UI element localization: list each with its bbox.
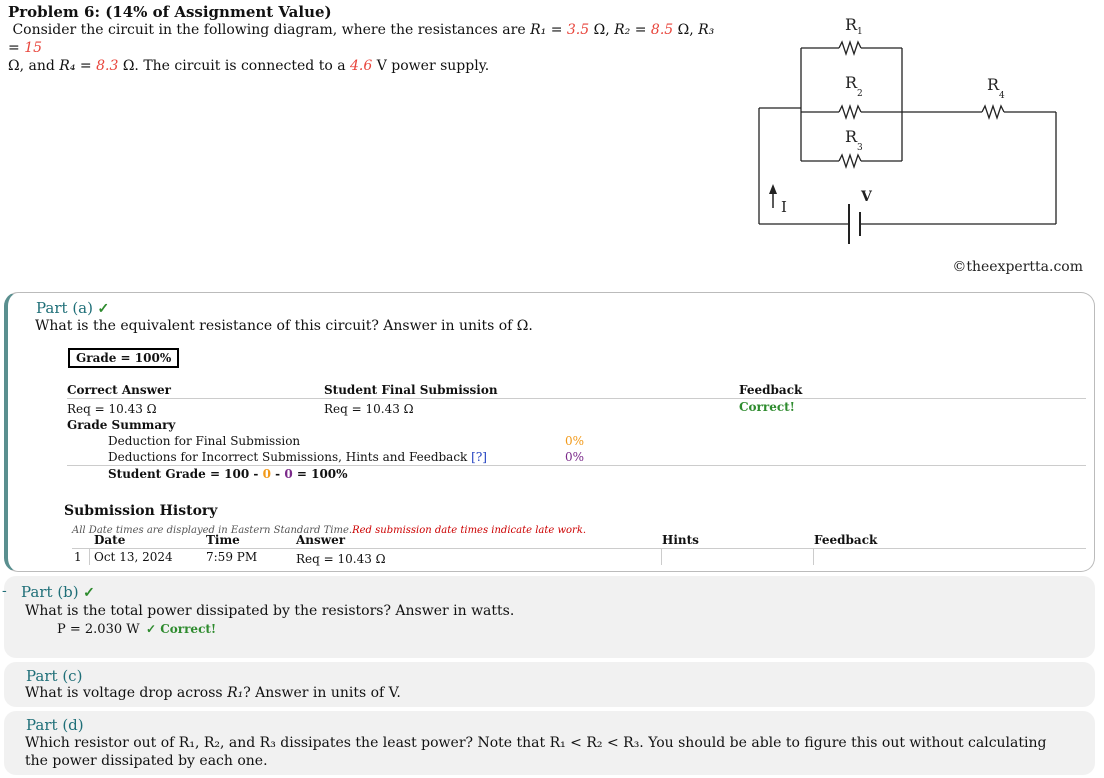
- label-r3: R: [845, 127, 858, 146]
- check-icon: ✓: [97, 301, 110, 317]
- part-c-question: What is voltage drop across R₁? Answer in units of V.: [25, 685, 401, 701]
- deduction-final-label: Deduction for Final Submission: [108, 434, 301, 448]
- part-b-answer: P = 2.030 W: [57, 622, 140, 637]
- label-r1: R: [845, 15, 858, 34]
- part-b-question: What is the total power dissipated by the resistors? Answer in watts.: [25, 603, 515, 619]
- part-d-title[interactable]: Part (d): [26, 716, 84, 734]
- label-i: I: [781, 198, 787, 216]
- deduction-final-value: 0%: [565, 434, 585, 448]
- part-a-header[interactable]: [36, 299, 109, 317]
- label-r2: R: [845, 73, 858, 92]
- part-b-panel: [4, 576, 1095, 658]
- circuit-diagram: [745, 8, 1065, 253]
- resistor-r3-icon: [839, 155, 861, 167]
- part-c-panel: [4, 662, 1095, 707]
- svg-text:4: 4: [999, 91, 1005, 101]
- part-d-question: Which resistor out of R₁, R₂, and R₃ dissipates the least power? Note that R₁ < R₂ < R₃. You should be able to figure this out without calculating the power dissipated by each one.: [25, 735, 1047, 769]
- feedback-correct: Correct!: [739, 400, 795, 414]
- history-row-date: Oct 13, 2024: [94, 550, 173, 564]
- svg-text:1: 1: [857, 27, 863, 37]
- grade-summary-label: Grade Summary: [67, 418, 176, 432]
- part-a-panel: [4, 292, 1095, 572]
- deduction-incorrect-row: Deductions for Incorrect Submissions, Hints and Feedback [?]: [108, 450, 487, 464]
- check-icon: ✓: [83, 585, 95, 601]
- problem-text: Consider the circuit in the following diagram, where the resistances are R₁ = 3.5 Ω, R₂ = 8.5 Ω, R₃ = 15 Ω, and R₄ = 8.3 Ω. The circuit is connected to a 4.6 V power supply.: [8, 22, 715, 74]
- grade-badge: Grade = 100%: [68, 348, 179, 368]
- label-v: V: [861, 189, 872, 205]
- problem-title: Problem 6: (14% of Assignment Value): [8, 3, 332, 21]
- history-row-answer: Req = 10.43 Ω: [296, 552, 386, 566]
- correct-answer-value: Req = 10.43 Ω: [67, 402, 157, 416]
- part-a-title: Part (a): [36, 299, 93, 317]
- history-header-feedback: Feedback: [814, 533, 878, 547]
- student-grade: Student Grade = 100 - 0 - 0 = 100%: [108, 467, 348, 481]
- history-note: All Date times are displayed in Eastern Standard Time.Red submission date times indicate late work.: [72, 525, 587, 536]
- part-b-title: Part (b): [21, 583, 79, 601]
- part-b-feedback: ✓ Correct!: [146, 622, 217, 636]
- history-header-answer: Answer: [296, 533, 346, 547]
- history-header-date: Date: [94, 533, 126, 547]
- deduction-incorrect-value: 0%: [565, 450, 585, 464]
- part-b-header[interactable]: [21, 583, 95, 601]
- resistor-r1-icon: [839, 42, 861, 54]
- resistor-r2-icon: [839, 106, 861, 118]
- part-d-panel: [4, 711, 1095, 775]
- submission-history-title: Submission History: [64, 503, 218, 519]
- help-link[interactable]: [?]: [471, 450, 487, 464]
- col-feedback: Feedback: [739, 383, 803, 397]
- svg-text:2: 2: [857, 89, 863, 99]
- part-a-question: What is the equivalent resistance of this circuit? Answer in units of Ω.: [35, 318, 533, 334]
- col-student-submission: Student Final Submission: [324, 383, 498, 397]
- part-c-title[interactable]: Part (c): [26, 667, 83, 685]
- col-correct-answer: Correct Answer: [67, 383, 171, 397]
- label-r4: R: [987, 75, 1000, 94]
- student-answer-value: Req = 10.43 Ω: [324, 402, 414, 416]
- svg-text:3: 3: [857, 143, 863, 153]
- collapse-toggle[interactable]: -: [2, 583, 7, 599]
- history-row-num: 1: [74, 550, 82, 564]
- resistor-r4-icon: [982, 106, 1004, 118]
- history-row-time: 7:59 PM: [206, 550, 258, 564]
- copyright-text: ©theexpertta.com: [952, 259, 1083, 275]
- history-header-time: Time: [206, 533, 240, 547]
- history-header-hints: Hints: [662, 533, 699, 547]
